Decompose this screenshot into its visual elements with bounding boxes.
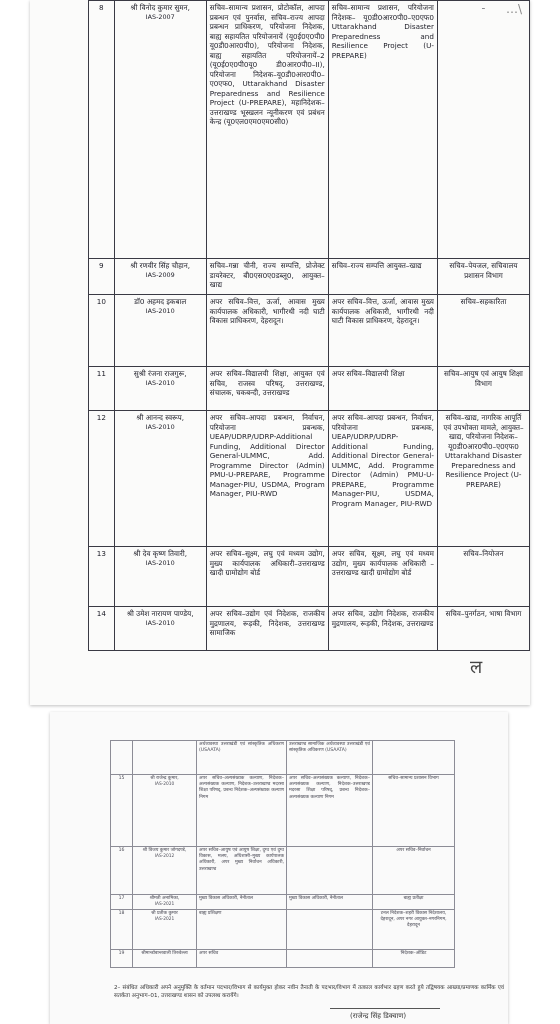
officer-name: श्री राजेन्द्र कुमार, — [150, 776, 179, 781]
officer-batch: IAS-2012 — [154, 854, 175, 860]
officer-name-cell — [133, 949, 197, 967]
serial-number-cell: 12 — [89, 411, 115, 547]
new-posting-cell: अपर सचिव–निर्वाचन — [373, 847, 455, 895]
officer-name: डॉ0 अहमद इकबाल — [134, 297, 187, 306]
table-row — [111, 741, 455, 775]
officer-batch: IAS-2010 — [145, 306, 175, 315]
officer-name: श्री प्रतीक कुमार — [151, 910, 178, 916]
table-row — [89, 411, 530, 547]
table-row — [111, 847, 455, 895]
current-posting-cell: सचिव–गन्ना चीनी, राज्य सम्पत्ति, प्रोजेक्ट डायरेक्टर, बी0एस0ए0डब्लू0, आयुक्त–खाद्य — [206, 259, 328, 295]
table-row — [111, 949, 455, 967]
serial-number-cell: 9 — [89, 259, 115, 295]
document-page-1 — [30, 0, 530, 705]
retained-posting-cell: अपर सचिव–वित्त, ऊर्जा, आवास मुख्य कार्यपालक अधिकारी, भागीरथी नदी घाटी विकास प्राधिकरण, देहरादून। — [328, 295, 437, 367]
retained-posting-cell: अपर सचिव–अल्पसंख्यक कल्याण, निदेशक–अल्पसंख्यक कल्याण, निदेशक–उत्तराखण्ड मदरसा शिक्षा परिषद्, प्रबन्ध निदेशक–अल्पसंख्यक कल्याण निगम — [287, 775, 373, 847]
table-row — [89, 607, 530, 651]
signature-line — [330, 1008, 440, 1009]
new-posting-cell: सचिव–सहकारिता — [437, 295, 529, 367]
current-posting-cell: सचिव–सामान्य प्रशासन, प्रोटोकॉल, आपदा प्रबन्धन एवं पुनर्वास, सचिव–राज्य आपदा प्रबन्धन प्राधिकरण, परियोजना निदेशक, बाह्य सहायतित परियोजनायें (यू0ई0ए0पी0 यू0डी0आर0पी0), परियोजना निदेशक, बाह्य सहायतित परियोजनायें–2 (यू0ई0ए0पी0यू0 डी0आर0पी0–II), परियोजना निदेशक–यू0डी0आर0पी0–ए0एफ0, Uttarakhand Disaster Preparedness and Resilience Project (U-PREPARE), महानिदेशक– उत्तराखण्ड भूस्खलन न्यूनीकरण एवं प्रबंधन केन्द्र (यू0एल0एम0एम0सी0) — [206, 1, 328, 259]
officer-name-cell — [133, 895, 197, 910]
officer-name: श्री विनोद कुमार सुमन, — [130, 3, 190, 12]
officer-batch: IAS-2021 — [154, 902, 175, 908]
serial-number-cell: 14 — [89, 607, 115, 651]
new-posting-cell: सचिव–पेयजल, सचिवालय प्रशासन विभाग — [437, 259, 529, 295]
current-posting-cell: अपर सचिव–आपदा प्रबन्धन, निर्वाचन, परियोजना प्रबन्धक, UEAP/UDRP/UDRP-Additional Funding, Additional Director General-ULMMC, Add. Programme Director (Admin) PMU-U-PREPARE, Programme Manager-PIU, USDMA, Program Manager, PIU-RWD — [206, 411, 328, 547]
transfer-table-page-1 — [88, 0, 530, 651]
retained-posting-cell: मुख्य विकास अधिकारी, नैनीताल — [287, 895, 373, 910]
officer-name: श्री देव कृष्ण तिवारी, — [133, 549, 187, 558]
new-posting-cell — [373, 741, 455, 775]
officer-batch: IAS-2010 — [145, 618, 175, 627]
current-posting-cell: अपर सचिव–उद्योग एवं निदेशक, राजकीय मुद्रणालय, रूड़की, निदेशक, उत्तराखण्ड सामाजिक — [206, 607, 328, 651]
table-row — [89, 547, 530, 607]
officer-batch: IAS-2010 — [145, 422, 175, 431]
officer-name-cell — [114, 411, 206, 547]
serial-number-cell: 16 — [111, 847, 133, 895]
serial-number-cell: 10 — [89, 295, 115, 367]
current-posting-cell: अपर सचिव–अल्पसंख्यक कल्याण, निदेशक–अल्पसंख्यक कल्याण, निदेशक–उत्तराखण्ड मदरसा शिक्षा परिषद्, प्रबन्ध निदेशक–अल्पसंख्यक कल्याण निगम — [197, 775, 287, 847]
table-row — [111, 775, 455, 847]
officer-name: श्रीमती अनामिका, — [149, 896, 180, 901]
officer-name-cell — [114, 547, 206, 607]
current-posting-cell: अपर सचिव–आयुष एवं आयुष शिक्षा, दुग्ध एवं दुग्ध विकास, मत्स्य, अधिशासी–मुख्य कार्यपालक अधिकारी, अपर मुख्य निर्वाचन अधिकारी, उत्तराखण्ड — [197, 847, 287, 895]
new-posting-cell: सचिव–पुनर्गठन, भाषा विभाग — [437, 607, 529, 651]
officer-name-cell — [133, 775, 197, 847]
retained-posting-cell — [287, 949, 373, 967]
retained-posting-cell: सचिव–सामान्य प्रशासन, परियोजना निदेशक– यू0डी0आर0पी0–ए0एफ0 Uttarakhand Disaster Preparedness and Resilience Project (U-PREPARE) — [328, 1, 437, 259]
current-posting-cell: अपर सचिव — [197, 949, 287, 967]
serial-number-cell: 17 — [111, 895, 133, 910]
serial-number-cell: 19 — [111, 949, 133, 967]
instruction-note: 2– संबंधित अधिकारी अपने अनुमुक्ति के वर्तमान पदभार/विभाग से कार्यमुक्त होकर नवीन तैनाती के पदभार/विभाग में तत्काल कार्यभार ग्रहण करते हुये तद्विषयक आख्या/प्रमाणक कार्मिक एवं सतर्कता अनुभाग–01, उत्तराखण्ड शासन को उपलब्ध करायेंगे। — [114, 985, 504, 1000]
new-posting-cell: टनल निदेशक–शहरी विकास निदेशालय, देहरादून, अपर नगर आयुक्त–नगरनिगम, देहरादून — [373, 909, 455, 949]
serial-number-cell: 8 — [89, 1, 115, 259]
current-posting-cell: अपर सचिव–वित्त, ऊर्जा, आवास मुख्य कार्यपालक अधिकारी, भागीरथी नदी घाटी विकास प्राधिकरण, देहरादून। — [206, 295, 328, 367]
document-page-2 — [50, 712, 508, 1024]
table-row — [111, 895, 455, 910]
officer-name: श्री आनन्द स्वरूप, — [136, 413, 185, 422]
officer-batch: IAS-2010 — [145, 558, 175, 567]
officer-batch: IAS-2010 — [154, 782, 175, 788]
serial-number-cell: 15 — [111, 775, 133, 847]
officer-name-cell — [133, 847, 197, 895]
new-posting-cell: – — [437, 1, 529, 259]
current-posting-cell: बाह्य प्रशिक्षण — [197, 909, 287, 949]
retained-posting-cell — [287, 847, 373, 895]
serial-number-cell — [111, 741, 133, 775]
new-posting-cell: सचिव–आयुष एवं आयुष शिक्षा विभाग — [437, 367, 529, 411]
officer-name: श्रीमान्डोबान्तवाली तिरुवेल्ला — [141, 950, 188, 956]
officer-batch: IAS-2021 — [154, 917, 175, 923]
officer-name-cell — [133, 909, 197, 949]
retained-posting-cell: सचिव–राज्य सम्पत्ति आयुक्त–खाद्य — [328, 259, 437, 295]
signatory-name: (राजेन्द्र सिंह डिक्वाण) — [350, 1012, 407, 1020]
new-posting-cell: सचिव–सामान्य प्रशासन विभाग — [373, 775, 455, 847]
page-corner-mark: …\ — [505, 2, 522, 16]
retained-posting-cell — [287, 909, 373, 949]
officer-name-cell — [114, 607, 206, 651]
table-row — [89, 259, 530, 295]
table-row — [89, 1, 530, 259]
serial-number-cell: 13 — [89, 547, 115, 607]
initials-scribble: ल — [470, 657, 483, 678]
serial-number-cell: 18 — [111, 909, 133, 949]
officer-name: श्री रणवीर सिंह चौहान, — [130, 261, 191, 270]
officer-batch: IAS-2007 — [145, 12, 175, 21]
current-posting-cell: अपर सचिव–सूक्ष्म, लघु एवं मध्यम उद्योग, मुख्य कार्यपालक अधिकारी–उत्तराखण्ड खादी ग्रामोद्योग बोर्ड — [206, 547, 328, 607]
table-row — [89, 367, 530, 411]
officer-name: सुश्री रंजना राजगुरू, — [133, 369, 187, 378]
current-posting-cell: अपर सचिव–विद्यालयी शिक्षा, आयुक्त एवं सचिव, राजस्व परिषद्, उत्तराखण्ड, संचालक, चकबन्दी, उत्तराखण्ड — [206, 367, 328, 411]
new-posting-cell: सचिव–नियोजन — [437, 547, 529, 607]
officer-name-cell — [133, 741, 197, 775]
current-posting-cell: अर्थव्यवस्था उत्तराखंडी एवं सांस्कृतिक अधिकरण (USAATA) — [197, 741, 287, 775]
retained-posting-cell: अपर सचिव–आपदा प्रबन्धन, निर्वाचन, परियोजना प्रबन्धक, UEAP/UDRP/UDRP-Additional Funding, Additional Director General-ULMMC, Add. Programme Director (Admin) PMU-U-PREPARE, Programme Manager-PIU, USDMA, Program Manager, PIU-RWD — [328, 411, 437, 547]
officer-batch: IAS-2010 — [145, 378, 175, 387]
new-posting-cell: बाह्य प्रतीक्षा — [373, 895, 455, 910]
officer-name: श्री उमेश नारायण पाण्डेय, — [126, 609, 194, 618]
new-posting-cell: सचिव–खाद्य, नागरिक आपूर्ति एवं उपभोक्ता मामले, आयुक्त–खाद्य, परियोजना निदेशक– यू0डी0आर0पी0–ए0एफ0 Uttarakhand Disaster Preparedness and Resilience Project (U-PREPARE) — [437, 411, 529, 547]
new-posting-cell: निदेशक–ऑडिट — [373, 949, 455, 967]
retained-posting-cell: अपर सचिव, उद्योग निदेशक, राजकीय मुद्रणालय, रूड़की, निदेशक, उत्तराखण्ड — [328, 607, 437, 651]
officer-name-cell — [114, 1, 206, 259]
officer-name-cell — [114, 295, 206, 367]
officer-name-cell — [114, 367, 206, 411]
serial-number-cell: 11 — [89, 367, 115, 411]
current-posting-cell: मुख्य विकास अधिकारी, नैनीताल — [197, 895, 287, 910]
officer-name-cell — [114, 259, 206, 295]
transfer-table-page-2 — [110, 740, 455, 968]
table-row — [89, 295, 530, 367]
retained-posting-cell: उत्तराखण्ड सामाजिक अर्थव्यवस्था उत्तराखंडी एवं सांस्कृतिक अधिकरण (USAATA) — [287, 741, 373, 775]
officer-name: श्री विजय कुमार जोगदण्डे, — [142, 848, 187, 853]
officer-batch: IAS-2009 — [145, 270, 175, 279]
retained-posting-cell: अपर सचिव–विद्यालयी शिक्षा — [328, 367, 437, 411]
table-row — [111, 909, 455, 949]
retained-posting-cell: अपर सचिव, सूक्ष्म, लघु एवं मध्यम उद्योग, मुख्य कार्यपालक अधिकारी –उत्तराखण्ड खादी ग्रामोद्योग बोर्ड — [328, 547, 437, 607]
